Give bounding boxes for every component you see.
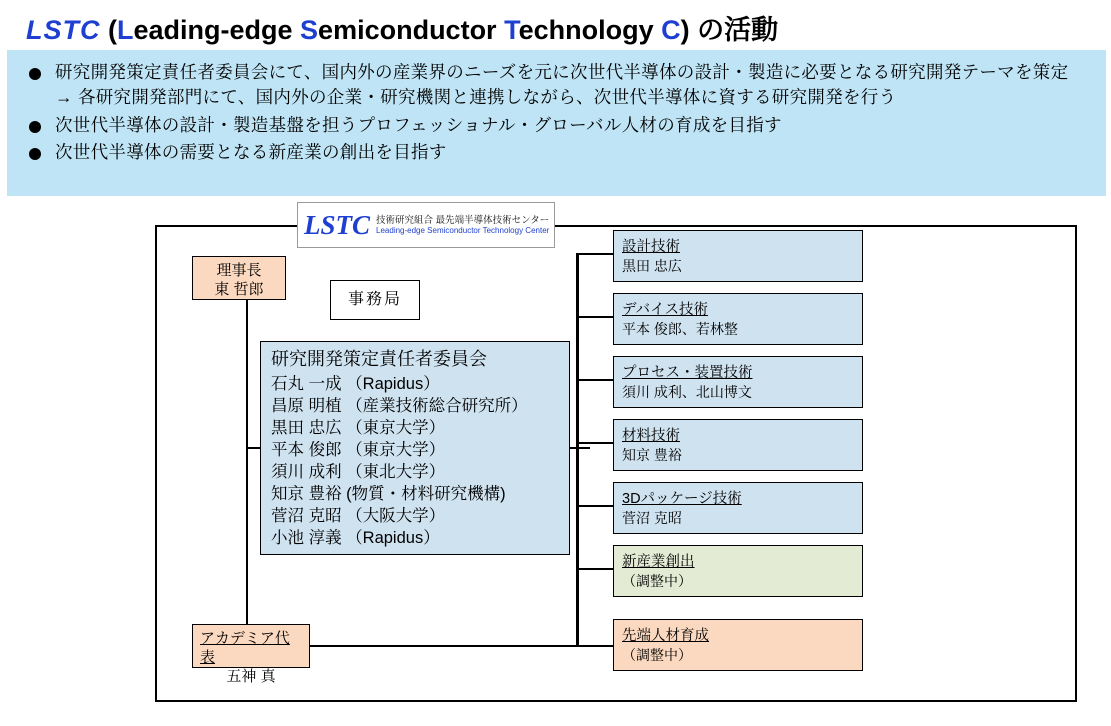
connector-trunk-vertical	[246, 300, 248, 646]
bullet-dot-icon	[29, 121, 41, 133]
committee-member: 黒田 忠広 （東京大学）	[271, 418, 446, 437]
logo-wordmark: LSTC	[304, 209, 371, 240]
connector-dept-6	[576, 568, 614, 570]
chairman-title: 理事長	[216, 262, 262, 279]
department-name: 材料技術	[622, 428, 680, 444]
connector-dept-1	[576, 253, 614, 255]
committee-member: 昌原 明植 （産業技術総合研究所）	[271, 396, 528, 415]
department-name: 設計技術	[622, 239, 680, 255]
node-academia-rep	[192, 624, 310, 686]
title-suffix: ) の活動	[680, 15, 779, 45]
bullet-dot-icon	[29, 148, 41, 160]
node-department-talent	[613, 619, 863, 671]
node-department-3dpackage	[613, 482, 863, 534]
page-title: LSTC (Leading-edge Semiconductor Technology C) の活動	[26, 15, 779, 45]
department-name: 先端人材育成	[622, 628, 709, 644]
node-department-material	[613, 419, 863, 471]
logo-subtitle-jp: 技術研究組合 最先端半導体技術センター	[376, 214, 550, 226]
org-chart	[0, 196, 1111, 726]
connector-right-spine	[576, 253, 579, 647]
connector-dept-4	[576, 442, 614, 444]
bullet-dot-icon	[29, 68, 41, 80]
bullet-text: 研究開発策定責任者委員会にて、国内外の産業界のニーズを元に次世代半導体の設計・製造に必要となる研究開発テーマを策定 → 各研究開発部門にて、国内外の企業・研究機関と連携しながら、次世代半導体に資する研究開発を行う	[55, 62, 1069, 108]
title-cap-l: L	[117, 15, 134, 45]
department-lead: 須川 成利、北山博文	[622, 384, 752, 400]
connector-dept-2	[576, 316, 614, 318]
node-committee	[260, 341, 570, 555]
department-name: デバイス技術	[622, 302, 708, 318]
connector-dept-3	[576, 379, 614, 381]
bullet-text: 次世代半導体の需要となる新産業の創出を目指す	[55, 142, 447, 163]
department-lead: 知京 豊裕	[622, 447, 682, 463]
lstc-logo	[297, 202, 555, 248]
academia-title: アカデミア代表	[200, 630, 290, 667]
committee-title: 研究開発策定責任者委員会	[271, 349, 487, 369]
list-item	[29, 140, 1089, 165]
title-lstc: LSTC	[26, 15, 101, 45]
committee-member: 小池 淳義 （Rapidus）	[271, 528, 440, 547]
title-cap-s: S	[300, 15, 319, 45]
connector-academia-right	[308, 645, 576, 647]
list-item	[29, 60, 1089, 111]
node-department-newindustry	[613, 545, 863, 597]
committee-member: 須川 成利 （東北大学）	[271, 462, 446, 481]
logo-subtitle-en: Leading-edge Semiconductor Technology Center	[376, 225, 550, 235]
node-department-device	[613, 293, 863, 345]
committee-member: 平本 俊郎 （東京大学）	[271, 440, 446, 459]
department-lead: （調整中）	[622, 573, 692, 589]
node-secretariat	[330, 280, 420, 320]
connector-dept-5	[576, 505, 614, 507]
title-cap-c: C	[661, 15, 681, 45]
node-department-process	[613, 356, 863, 408]
department-name: 3Dパッケージ技術	[622, 491, 742, 507]
connector-committee-right	[570, 447, 590, 449]
secretariat-title: 事務局	[347, 290, 402, 308]
department-name: プロセス・装置技術	[622, 365, 753, 381]
bullet-text: 次世代半導体の設計・製造基盤を担うプロフェッショナル・グローバル人材の育成を目指す	[55, 114, 782, 135]
department-lead: （調整中）	[622, 647, 692, 663]
department-lead: 平本 俊郎、若林整	[622, 321, 738, 337]
node-department-design	[613, 230, 863, 282]
committee-member: 石丸 一成 （Rapidus）	[271, 375, 440, 394]
department-lead: 菅沼 克昭	[622, 510, 682, 526]
chairman-name: 東 哲郎	[214, 281, 264, 299]
academia-name: 五神 真	[226, 668, 276, 686]
bullet-list	[29, 60, 1089, 168]
list-item	[29, 113, 1089, 138]
department-lead: 黒田 忠広	[622, 258, 682, 274]
committee-member: 知京 豊裕 (物質・材料研究機構)	[271, 484, 506, 503]
committee-member: 菅沼 克昭 （大阪大学）	[271, 506, 446, 525]
summary-banner	[7, 50, 1106, 196]
connector-dept-7	[576, 645, 614, 647]
node-chairman	[192, 256, 286, 300]
title-cap-t: T	[504, 15, 519, 45]
department-name: 新産業創出	[622, 554, 695, 570]
